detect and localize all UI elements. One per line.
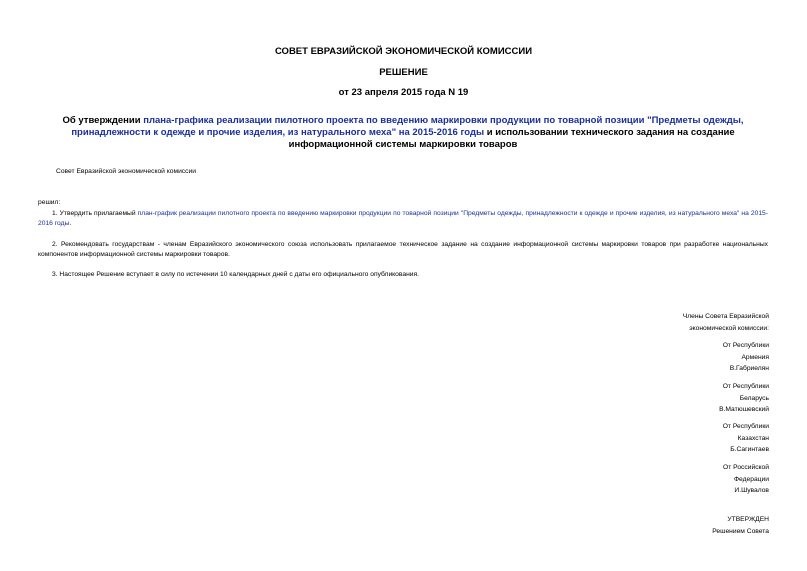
signature-country-prefix: От Республики (722, 342, 769, 349)
approval-note (569, 514, 769, 537)
signature-block-armenia (569, 340, 769, 375)
paragraph-1 (38, 209, 768, 228)
signature-country: Федерации (733, 475, 769, 483)
signatory-name: И.Шувалов (734, 487, 769, 494)
council-members-label (569, 311, 769, 334)
paragraph-2: 2. Рекомендовать государствам - членам Евразийского экономического союза использовать прилагаемое техническое задание на создание информационной системы маркировки товаров при разработке национальных компонентов информационной системы маркировки товаров. (38, 241, 768, 258)
paragraph-1-prefix: 1. Утвердить прилагаемый (52, 210, 138, 217)
preamble-text: Совет Евразийской экономической комиссии (56, 168, 196, 175)
document-date-number: от 23 апреля 2015 года N 19 (338, 87, 469, 98)
title-plan-link[interactable]: плана-графика реализации пилотного проекта по введению маркировки продукции по товарной позиции "Предметы одежды, принадлежности к одежде и прочие изделия, из натурального меха" на 2015-2016 годы (71, 115, 744, 138)
paragraph-1-suffix: . (69, 219, 72, 227)
members-line-2: экономической комиссии: (689, 324, 769, 332)
signature-block-russia (569, 462, 769, 497)
signature-block-belarus (569, 381, 769, 416)
paragraph-3: 3. Настоящее Решение вступает в силу по истечении 10 календарных дней с даты его официального опубликования. (52, 271, 420, 278)
signatory-name: В.Габриелян (729, 365, 769, 372)
title-prefix: Об утверждении (62, 115, 144, 126)
signatory-name: В.Матюшевский (719, 406, 769, 413)
signature-country-prefix: От Республики (722, 383, 769, 390)
document-kind-heading: РЕШЕНИЕ (379, 67, 428, 78)
document-title (38, 115, 768, 151)
organization-heading: СОВЕТ ЕВРАЗИЙСКОЙ ЭКОНОМИЧЕСКОЙ КОМИССИИ (274, 46, 533, 57)
paragraph-1-plan-link[interactable]: план-график реализации пилотного проекта по введению маркировки продукции по товарной позиции "Предметы одежды, принадлежности к одежде и прочие изделия, из натурального меха" на 2015-2016 годы (38, 210, 768, 227)
approved-by: Решением Совета (712, 527, 769, 535)
members-line-1: Члены Совета Евразийской (682, 313, 769, 320)
signature-country: Армения (741, 353, 769, 361)
signature-country-prefix: От Российской (723, 464, 769, 471)
approved-label: УТВЕРЖДЕН (727, 516, 769, 523)
signature-country: Беларусь (739, 394, 769, 402)
signature-block-kazakhstan (569, 421, 769, 456)
signatory-name: Б.Сагинтаев (730, 446, 769, 453)
signature-country-prefix: От Республики (722, 423, 769, 430)
decided-text: решил: (38, 199, 61, 206)
title-suffix: и использовании технического задания на создание информационной системы маркировки товаров (288, 127, 735, 150)
signature-country: Казахстан (737, 434, 769, 442)
